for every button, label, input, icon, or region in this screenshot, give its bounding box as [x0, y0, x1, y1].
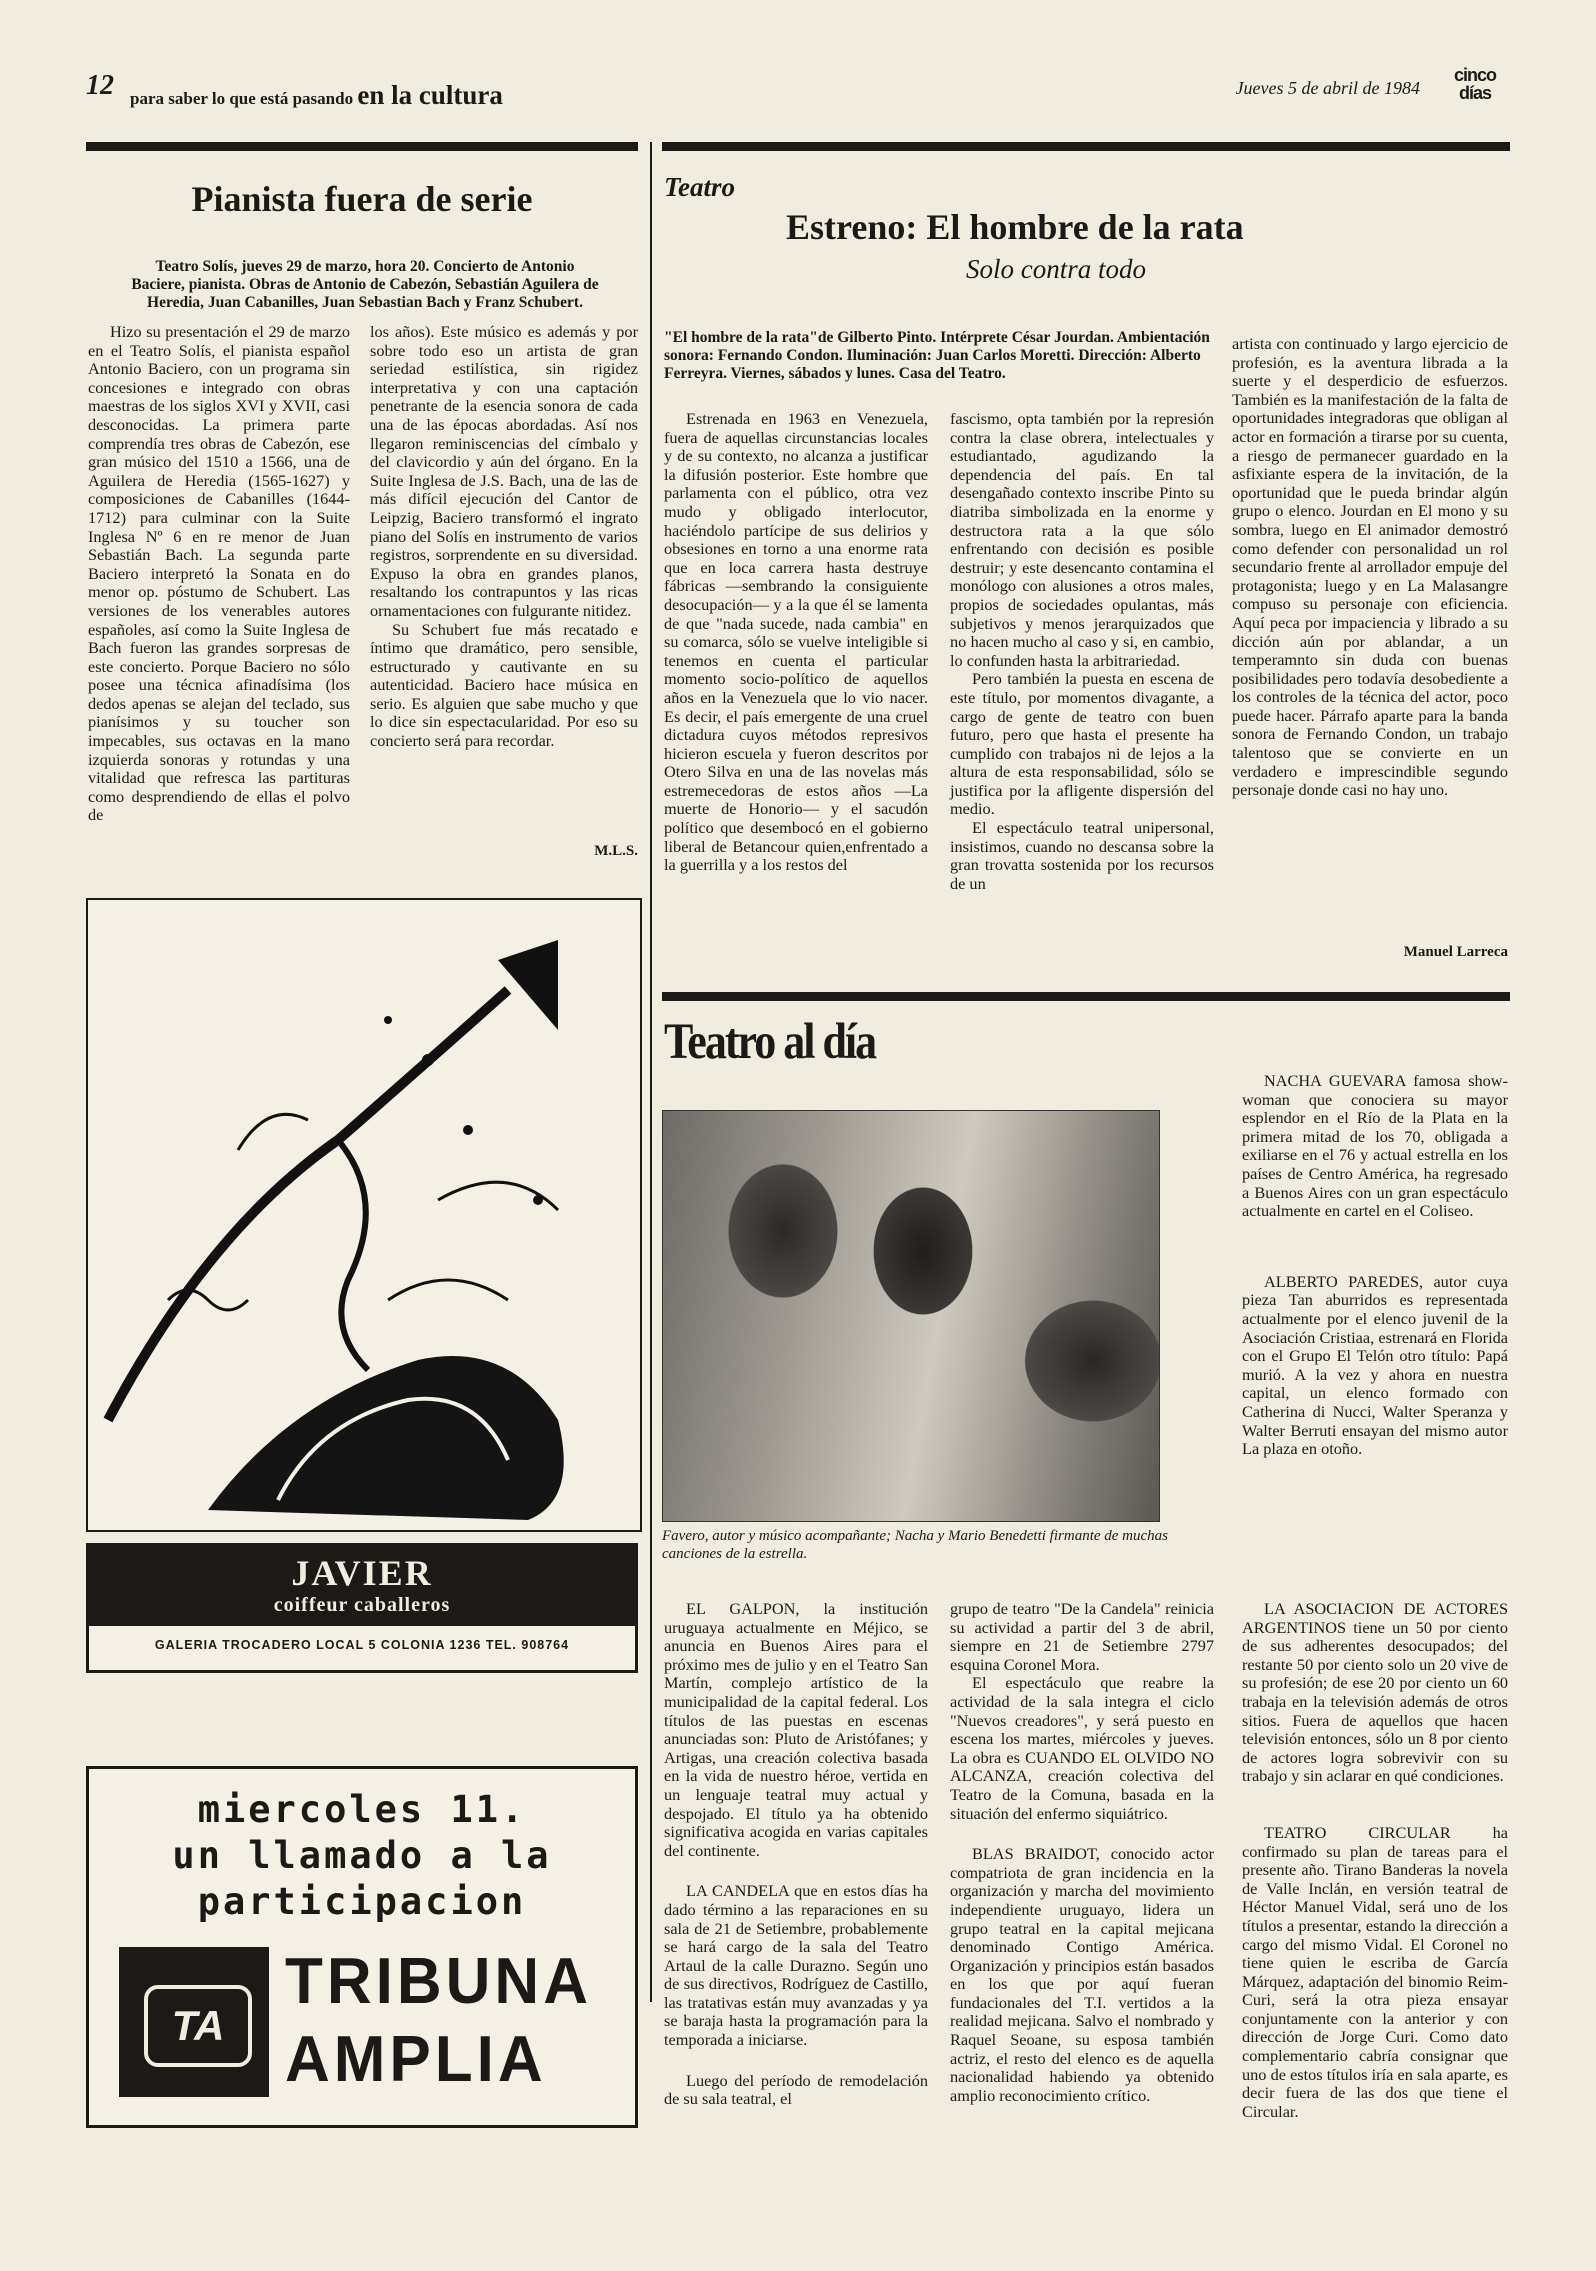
tribuna-brand-line: AMPLIA [285, 2023, 547, 2096]
teatro-al-dia-right-column [1242, 1072, 1508, 1459]
javier-ad [86, 1543, 638, 1673]
tribuna-ad-line: miercoles 11. [197, 1788, 527, 1831]
issue-date: Jueves 5 de abril de 1984 [1235, 78, 1420, 98]
pianista-column-1 [88, 323, 350, 825]
teatro-al-dia-item: Luego del período de remodelación de su sala teatral, el [664, 2070, 928, 2109]
teatro-al-dia-column-3 [1242, 1600, 1508, 2121]
teatro-al-dia-column-2 [950, 1600, 1214, 2105]
page-number: 12 [86, 70, 114, 101]
pianista-signature: M.L.S. [594, 843, 638, 859]
teatro-signature: Manuel Larreca [1403, 944, 1508, 960]
logo-top: cinco [1453, 65, 1496, 85]
teatro-al-dia-column-1 [664, 1600, 928, 2109]
photo-caption: Favero, autor y músico acompañante; Nacha y Mario Benedetti firmante de muchas canciones de la estrella. [662, 1528, 1169, 1562]
teatro-section-label: Teatro [664, 172, 736, 202]
teatro-al-dia-item: EL GALPON, la institución uruguaya actualmente en Méjico, se anuncia en Buenos Aires para el próximo mes de julio y en el Teatro San Martín, complejo artístico de la municipalidad de la capital federal. Los títulos de las puestas en escenas anunciadas son: Pluto de Aristófanes; y Artigas, una creación colectiva basada en la vida de nuestro héroe, vertida en un lenguaje teatral muy actual y despojado. El título ya ha obtenido significativa acogida en varias capitales del continente. [664, 1599, 928, 1860]
teatro-paragraph: artista con continuado y largo ejercicio de profesión, es la aventura librada a la suerte y el desperdicio de esfuerzos. También es la manifestación de la falta de oportunidades integradoras que obligan al actor en formación a tirarse por su cuenta, a riesgo de permanecer guardado en la asfixiante espera de la invitación, de la oportunidad que le pueda brindar algún grupo o elenco. Jourdan en El mono y su sombra, luego en El animador demostró como defender con personalidad un rol secundario frente al arrollador empuje del protagonista; luego y en La Malasangre compuso su personaje con eficiencia. Aquí peca por impaciencia y librado a su dicción aún por ablandar, a un temperamnto sin duda con buenas posibilidades pero todavía desobediente a los controles de la técnica del actor, poco puede hacer. Párrafo aparte para la banda sonora de Fernando Condon, un trabajo talentoso que se convierte en un verdadero e imprescindible segundo personaje donde casi no hay uno. [1232, 334, 1508, 800]
javier-ad-tagline: coiffeur caballeros [273, 1594, 451, 1616]
tribuna-amplia-ad [86, 1766, 638, 2128]
teatro-al-dia-item: BLAS BRAIDOT, conocido actor compatriota de gran incidencia en la organización y marcha del movimiento independiente uruguayo, lidera un grupo teatral en la capital mejicana denominado Contigo América. Organización y principios están basados en los que por aquí fueran fundacionales del T.I. vertidos a la realidad mejicana. Salvo el nombrado y Raquel Seoane, su esposa también actriz, el resto del elenco es de aquella nacionalidad habiendo ya obtenido amplio reconocimiento crítico. [950, 1844, 1214, 2105]
teatro-al-dia-item: NACHA GUEVARA famosa show-woman que conociera su mayor esplendor en el Río de la Plata en la primera mitad de los 70, obligada a exiliarse en el 76 y actual estrella en los países de Centro América, ha regresado a Buenos Aires con un gran espectáculo actualmente en cartel en el Coliseo. [1242, 1071, 1508, 1221]
section-kicker [130, 80, 503, 111]
teatro-paragraph: El espectáculo teatral unipersonal, insistimos, cuando no descansa sobre la gran trovatta sostenida por los recursos de un [950, 818, 1214, 893]
tribuna-logo-mark: TA [144, 1985, 252, 2067]
pianista-paragraph: Hizo su presentación el 29 de marzo en el Teatro Solís, el pianista español Antonio Baciero, con un programa sin concesiones e integrado con obras maestras de los siglos XVI y XVII, casi desconocidas. La primera parte comprendía tres obras de Cabezón, ese gran músico del 1510 a 1566, una de Aguilera de Heredia (1565-1627) y composiciones de Cabanilles (1644-1712) para culminar con la Suite Inglesa Nº 6 en re menor de Juan Sebastián Bach. La segunda parte Baciero interpretó la Sonata en do menor op. póstumo de Schubert. Las versiones de los venerables autores españoles, así como la Suite Inglesa de Bach fueron las grandes sorpresas de este concierto. Porque Baciero no sólo posee una técnica afinadísima (los dedos apenas se alejan del teclado, sus pianísimos y su toucher son impecables, sus octavas en la mano izquierda sonoras y rotundas y una vitalidad que refresca las partituras como desprendiendo de ellas el polvo de [88, 322, 350, 825]
masthead-logo [1440, 66, 1510, 106]
kicker-big: en la cultura [357, 80, 503, 110]
javier-ad-name: JAVIER [291, 1553, 433, 1593]
trumpet-drawing-icon [88, 900, 640, 1530]
teatro-paragraph: fascismo, opta también por la represión contra la clase obrera, intelectuales y estudiantado, agudizando la dependencia del país. En tal desengañado contexto inscribe Pinto su diatriba simbolizada en la enorme y destructora rata a la que sólo enfrentando con decisión es posible destruir; y este desencanto contamina el monólogo con alusiones a otros males, propios de sociedades opulantas, más subjetivos y menos jerarquizados que no hacen mucho al caso y si, en cambio, lo confunden hasta la arbitrariedad. [950, 409, 1214, 670]
tribuna-logo-icon [119, 1947, 269, 2097]
column-rule-right [662, 142, 1510, 151]
teatro-column-1 [664, 410, 928, 875]
nacha-guevara-photo [662, 1110, 1160, 1522]
tribuna-ad-text [89, 1787, 635, 1925]
tribuna-brand [285, 1943, 605, 2098]
teatro-al-dia-item: grupo de teatro "De la Candela" reinicia su actividad a partir del 3 de abril, siempre en 21 de Setiembre 2797 esquina Coronel Mora. [950, 1599, 1214, 1674]
trumpet-illustration [86, 898, 642, 1532]
column-rule-left [86, 142, 638, 151]
teatro-column-3 [1232, 335, 1508, 800]
pianista-column-2 [370, 323, 638, 751]
teatro-paragraph: Estrenada en 1963 en Venezuela, fuera de aquellas circunstancias locales y de su contexto, no alcanza a justificar la difusión posterior. Este hombre que parlamenta con el público, otra vez mudo y obligado interlocutor, haciéndolo partícipe de sus delirios y obsesiones en torno a una enorme rata que en loca carrera hasta destruye fábricas —sembrando la consiguiente desocupación— y a la que él se lamenta de que "nada sucede, nada cambia" en su comarca, sólo se vuelve inteligible si tenemos en cuenta el particular momento socio-político de aquellos años en la Venezuela que lo vio nacer. Es decir, el país emergente de una cruel dictadura cuyos métodos represivos hicieron escuela y fueron descritos por Otero Silva en una de las novelas más estremecedoras de estos años —La muerte de Honorio— y el sacudón político que desembocó en el gobierno liberal de Betancour quien,enfrentado a la guerrilla y a los restos del [664, 409, 928, 875]
teatro-al-dia-title: Teatro al día [664, 1013, 876, 1070]
kicker-small: para saber lo que está pasando [130, 89, 354, 108]
pianista-paragraph: los años). Este músico es además y por sobre todo eso un artista de gran seriedad estilística, sin rigidez interpretativa y con una captación penetrante de la esencia sonora de cada una de las épocas abordadas. Así nos llegaron reminiscencias del címbalo y del clavicordio y aún del órgano. En la Suite Inglesa de J.S. Bach, una de las de más difícil ejecución del Cantor de Leipzig, Baciero transformó el ingrato piano del Solís en instrumento de varios registros, sorprendente en su diversidad. Expuso la obra en grandes planos, resaltando los contrapuntos y las ricas ornamentaciones con fulgurante nitidez. [370, 322, 638, 620]
teatro-subtitle: Solo contra todo [966, 254, 1146, 284]
teatro-al-dia-rule [662, 992, 1510, 1001]
teatro-al-dia-item: LA CANDELA que en estos días ha dado término a las reparaciones en su sala de 21 de Setiembre, probablemente se hará cargo de la sala del Teatro Artaul de la calle Durazno. Según uno de sus directivos, Rodríguez de Castillo, las tratativas están muy avanzadas y ya se baraja hasta la programación para la temporada a iniciarse. [664, 1881, 928, 2050]
teatro-paragraph: Pero también la puesta en escena de este título, por momentos divagante, a cargo de gente de teatro con buen futuro, pero que hasta el presente ha cumplido con trabajos ni de lejos a la altura de esta responsabilidad, sólo se justifica por la afligente dispersión del medio. [950, 669, 1214, 819]
teatro-al-dia-item: LA ASOCIACION DE ACTORES ARGENTINOS tiene un 50 por ciento de sus adherentes desocupados; del restante 50 por ciento solo un 20 vive de su profesión; de ese 20 por ciento un 60 trabaja en la televisión además de otros sitios. Fuera de aquellos que hacen televisión entonces, sólo un 8 por ciento de actores logra sobrevivir con su trabajo y sin aclarar en qué condiciones. [1242, 1599, 1508, 1786]
javier-ad-address: GALERIA TROCADERO LOCAL 5 COLONIA 1236 TEL. 908764 [154, 1638, 570, 1652]
tribuna-brand-line: TRIBUNA [285, 1945, 592, 2018]
tribuna-ad-line: participacion [197, 1880, 527, 1923]
page-header [86, 65, 1510, 110]
logo-bottom: días [1458, 83, 1492, 103]
teatro-al-dia-item: ALBERTO PAREDES, autor cuya pieza Tan aburridos es representada actualmente por el elenco juvenil de la Asociación Cristiaa, estrenará en Florida con el Grupo El Telón otro título: Papá murió. A la vez y ahora en nuestra capital, un elenco formado con Catherina di Nucci, Walter Speranza y Walter Berruti ensayan del mismo autor La plaza en otoño. [1242, 1271, 1508, 1459]
pianista-credits: Teatro Solís, jueves 29 de marzo, hora 20. Concierto de Antonio Baciere, pianista. Obras de Antonio de Cabezón, Sebastián Aguilera de Heredia, Juan Cabanilles, Juan Sebastian Bach y Franz Schubert. [131, 258, 599, 311]
teatro-credits: "El hombre de la rata"de Gilberto Pinto. Intérprete César Jourdan. Ambientación sonora: Fernando Condon. Iluminación: Juan Carlos Moretti. Dirección: Alberto Ferreyra. Viernes, sábados y lunes. Casa del Teatro. [664, 329, 1210, 382]
teatro-column-2 [950, 410, 1214, 893]
pianista-paragraph: Su Schubert fue más recatado e íntimo que dramático, pero sensible, estructurado y cautivante en su autenticidad. Baciero hace música en serio. Es alguien que sabe mucho y que lo dice sin espectacularidad. Por eso su concierto será para recordar. [370, 619, 638, 751]
vertical-divider [650, 142, 652, 2002]
tribuna-ad-line: un llamado a la [172, 1834, 552, 1877]
teatro-al-dia-item: El espectáculo que reabre la actividad de la sala integra el ciclo "Nuevos creadores", y será puesto en escena los martes, miércoles y jueves. La obra es CUANDO EL OLVIDO NO ALCANZA, creación colectiva del Teatro de la Comuna, basada en la situación del enfermo siquiátrico. [950, 1673, 1214, 1823]
pianista-title: Pianista fuera de serie [191, 179, 533, 219]
teatro-title: Estreno: El hombre de la rata [786, 207, 1244, 247]
javier-ad-banner [89, 1546, 635, 1626]
teatro-al-dia-item: TEATRO CIRCULAR ha confirmado su plan de tareas para el presente año. Tirano Banderas la novela de Valle Inclán, en versión teatral de Héctor Manuel Vidal, será uno de los títulos a presentar, estando la dirección a cargo del mismo Vidal. El Coronel no tiene quien le escriba de García Márquez, adaptación del binomio Reim-Curi, será la otra pieza ensayar conjuntamente con la anterior y con dirección de Jorge Curi. Como dato complementario cabría consignar que uno de estos títulos iría en sala aparte, es decir fuera de las dos que tiene el Circular. [1242, 1822, 1508, 2121]
